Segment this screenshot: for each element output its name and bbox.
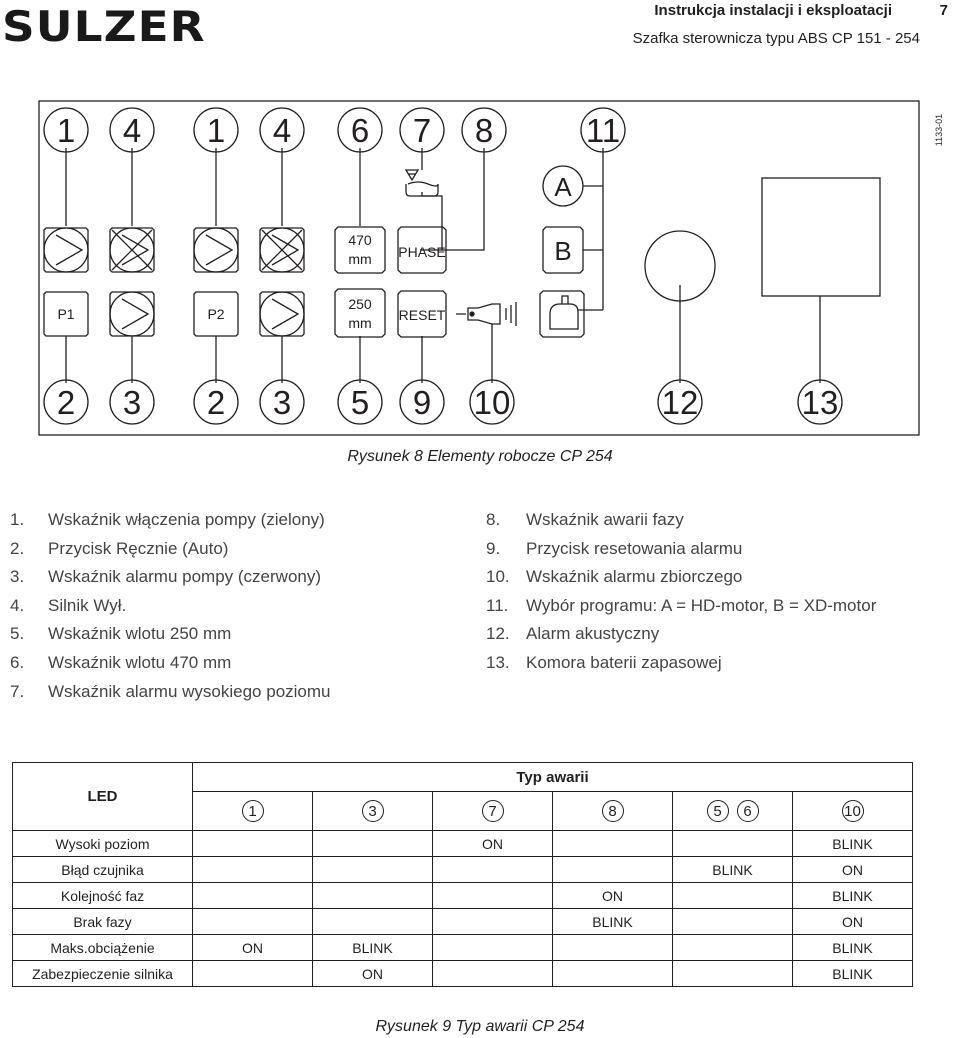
svg-text:4: 4 xyxy=(272,112,292,149)
svg-text:B: B xyxy=(554,236,572,266)
figure8-caption: Rysunek 8 Elementy robocze CP 254 xyxy=(347,448,613,465)
col-header-3: 3 xyxy=(313,792,433,831)
table-cell: BLINK xyxy=(793,883,913,909)
table-cell xyxy=(673,831,793,857)
table-row xyxy=(13,831,913,857)
table-cell xyxy=(673,909,793,935)
legend-item: 8. Wskaźnik awarii fazy xyxy=(486,510,684,529)
svg-text:1: 1 xyxy=(56,112,76,149)
bottom-number-8 xyxy=(658,380,702,424)
table-cell xyxy=(193,883,313,909)
svg-text:11: 11 xyxy=(585,112,621,149)
pump1-manual-button xyxy=(44,292,88,336)
legend-item: 12. Alarm akustyczny xyxy=(486,624,660,644)
legend-item: 7. Wskaźnik alarmu wysokiego poziomu xyxy=(10,681,331,701)
motor-off-indicator-2 xyxy=(260,228,304,272)
col-header-5-6: 5 6 xyxy=(673,792,793,831)
table-cell xyxy=(673,883,793,909)
legend-item: 5. Wskaźnik wlotu 250 mm xyxy=(10,624,232,644)
svg-text:7: 7 xyxy=(412,112,432,149)
svg-text:9: 9 xyxy=(412,384,432,421)
row-label: Błąd czujnika xyxy=(13,857,193,883)
motor-off-indicator-1 xyxy=(110,228,154,272)
col-header-1: 1 xyxy=(193,792,313,831)
svg-text:mm: mm xyxy=(348,315,372,331)
legend-item: 1. Wskaźnik włączenia pompy (zielony) xyxy=(10,510,325,529)
top-number-7 xyxy=(462,108,506,152)
table-cell xyxy=(553,857,673,883)
table-cell xyxy=(553,935,673,961)
table-cell xyxy=(193,857,313,883)
top-number-8 xyxy=(581,108,625,152)
legend-item: 10. Wskaźnik alarmu zbiorczego xyxy=(486,567,743,587)
table-cell xyxy=(313,909,433,935)
legend-right xyxy=(486,506,876,678)
bottom-number-9 xyxy=(798,380,842,424)
pump2-manual-button xyxy=(194,292,238,336)
svg-text:A: A xyxy=(554,172,572,202)
table-cell xyxy=(673,961,793,987)
bottom-number-labels xyxy=(44,380,842,424)
table-cell: ON xyxy=(193,935,313,961)
row-label: Maks.obciążenie xyxy=(13,935,193,961)
col-header-8: 8 xyxy=(553,792,673,831)
legend-item: 6. Wskaźnik wlotu 470 mm xyxy=(10,652,232,672)
table-cell xyxy=(553,831,673,857)
svg-text:P2: P2 xyxy=(207,306,225,322)
table-cell: ON xyxy=(313,961,433,987)
svg-text:3: 3 xyxy=(122,384,142,421)
col-header-7: 7 xyxy=(433,792,553,831)
svg-text:P1: P1 xyxy=(57,306,75,322)
legend-left xyxy=(10,506,331,706)
svg-text:5: 5 xyxy=(350,384,370,421)
pump2-on-indicator xyxy=(194,228,238,272)
pump2-alarm-indicator xyxy=(260,292,304,336)
svg-text:1: 1 xyxy=(206,112,226,149)
figure9-caption: Rysunek 9 Typ awarii CP 254 xyxy=(375,1018,585,1035)
connector-lines xyxy=(66,148,820,383)
table-row xyxy=(13,857,913,883)
legend-item: 3. Wskaźnik alarmu pompy (czerwony) xyxy=(10,567,322,587)
table-cell: BLINK xyxy=(553,909,673,935)
top-number-labels xyxy=(44,108,625,152)
table-cell xyxy=(673,935,793,961)
pump1-alarm-indicator xyxy=(110,292,154,336)
svg-text:mm: mm xyxy=(348,251,372,267)
table-cell: BLINK xyxy=(793,935,913,961)
horn-icon xyxy=(456,302,516,326)
program-selector-a xyxy=(543,166,583,206)
table-cell xyxy=(313,831,433,857)
program-selector-b xyxy=(543,227,583,273)
table-row xyxy=(13,883,913,909)
bottom-number-2 xyxy=(110,380,154,424)
table-cell: BLINK xyxy=(673,857,793,883)
table-cell: BLINK xyxy=(793,961,913,987)
bottom-number-6 xyxy=(400,380,444,424)
inlet-250-indicator xyxy=(335,289,385,337)
svg-text:12: 12 xyxy=(661,384,699,421)
fault-type-header: Typ awarii xyxy=(193,763,913,792)
table-cell xyxy=(433,961,553,987)
figure-code: 1133-01 xyxy=(934,113,944,147)
legend-item: 2. Przycisk Ręcznie (Auto) xyxy=(10,538,229,558)
table-cell xyxy=(193,909,313,935)
svg-text:10: 10 xyxy=(473,384,511,421)
table-row xyxy=(13,935,913,961)
svg-text:470: 470 xyxy=(348,232,372,248)
table-cell: BLINK xyxy=(313,935,433,961)
table-cell xyxy=(313,883,433,909)
program-selector-c xyxy=(540,291,584,337)
table-cell: BLINK xyxy=(793,831,913,857)
svg-text:PHASE: PHASE xyxy=(398,244,446,260)
table-cell xyxy=(433,857,553,883)
svg-text:2: 2 xyxy=(56,384,76,421)
bottom-number-7 xyxy=(470,380,514,424)
document-title: Instrukcja instalacji i eksploatacji xyxy=(654,2,892,19)
table-cell: ON xyxy=(433,831,553,857)
table-cell xyxy=(433,909,553,935)
legend-item: 13. Komora baterii zapasowej xyxy=(486,652,722,672)
col-header-10: 10 xyxy=(793,792,913,831)
pump1-on-indicator xyxy=(44,228,88,272)
svg-text:3: 3 xyxy=(272,384,292,421)
fault-type-table xyxy=(12,762,913,987)
table-cell: ON xyxy=(793,857,913,883)
svg-text:6: 6 xyxy=(350,112,370,149)
top-number-3 xyxy=(194,108,238,152)
bottom-number-4 xyxy=(260,380,304,424)
page-number: 7 xyxy=(939,2,948,19)
table-row xyxy=(13,961,913,987)
led-header: LED xyxy=(13,763,193,831)
svg-text:250: 250 xyxy=(348,296,372,312)
table-row xyxy=(13,909,913,935)
top-number-1 xyxy=(44,108,88,152)
top-number-4 xyxy=(260,108,304,152)
svg-text:RESET: RESET xyxy=(398,307,446,323)
row-label: Brak fazy xyxy=(13,909,193,935)
top-number-2 xyxy=(110,108,154,152)
table-cell xyxy=(193,831,313,857)
reset-button xyxy=(398,291,446,337)
bottom-number-5 xyxy=(338,380,382,424)
table-cell xyxy=(193,961,313,987)
top-number-6 xyxy=(400,108,444,152)
svg-text:13: 13 xyxy=(801,384,839,421)
phase-fault-indicator xyxy=(398,227,446,273)
legend-item: 9. Przycisk resetowania alarmu xyxy=(486,538,743,558)
table-cell xyxy=(553,961,673,987)
control-panel-diagram xyxy=(38,100,958,436)
bottom-number-3 xyxy=(194,380,238,424)
svg-text:2: 2 xyxy=(206,384,226,421)
row-label: Zabezpieczenie silnika xyxy=(13,961,193,987)
legend-item: 4. Silnik Wył. xyxy=(10,595,127,615)
bottom-number-1 xyxy=(44,380,88,424)
table-cell xyxy=(433,935,553,961)
svg-text:8: 8 xyxy=(474,112,494,149)
table-cell xyxy=(313,857,433,883)
backup-battery-compartment xyxy=(762,178,880,296)
row-label: Kolejność faz xyxy=(13,883,193,909)
document-subtitle: Szafka sterownicza typu ABS CP 151 - 254 xyxy=(632,30,920,47)
legend-item: 11. Wybór programu: A = HD-motor, B = XD-motor xyxy=(486,595,877,615)
svg-text:4: 4 xyxy=(122,112,142,149)
row-label: Wysoki poziom xyxy=(13,831,193,857)
table-cell: ON xyxy=(793,909,913,935)
top-number-5 xyxy=(338,108,382,152)
table-cell: ON xyxy=(553,883,673,909)
inlet-470-indicator xyxy=(335,227,385,273)
sulzer-logo: SULZER xyxy=(2,2,206,51)
table-cell xyxy=(433,883,553,909)
